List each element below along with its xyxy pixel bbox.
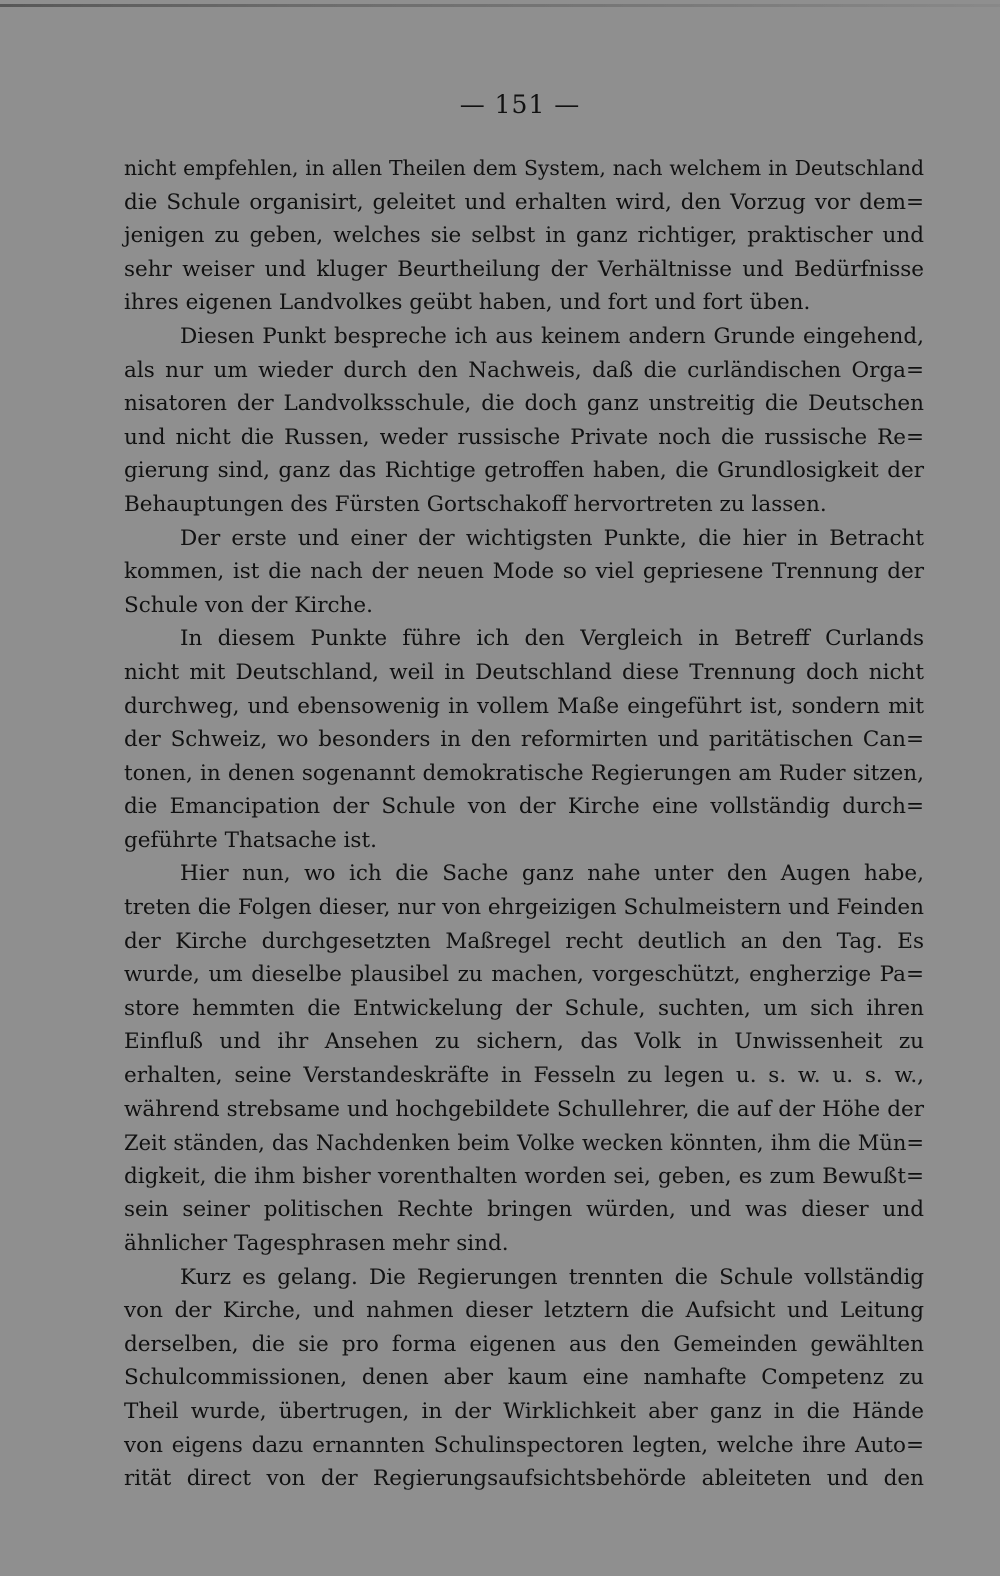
text-line: sein seiner politischen Rechte bringen würden, und was dieser und bbox=[124, 1197, 924, 1223]
text-line: kommen, ist die nach der neuen Mode so viel gepriesene Trennung der bbox=[124, 559, 924, 585]
text-line: die Schule organisirt, geleitet und erhalten wird, den Vorzug vor dem= bbox=[124, 189, 924, 215]
text-line: digkeit, die ihm bisher vorenthalten worden sei, geben, es zum Bewußt= bbox=[124, 1163, 924, 1189]
text-line: der Schweiz, wo besonders in den reformirten und paritätischen Can= bbox=[124, 727, 924, 753]
text-line: Zeit ständen, das Nachdenken beim Volke wecken könnten, ihm die Mün= bbox=[124, 1130, 924, 1156]
text-line: store hemmten die Entwickelung der Schule, suchten, um sich ihren bbox=[124, 995, 924, 1021]
text-line: tonen, in denen sogenannt demokratische Regierungen am Ruder sitzen, bbox=[124, 760, 924, 786]
text-line: von der Kirche, und nahmen dieser letztern die Aufsicht und Leitung bbox=[124, 1298, 924, 1324]
text-line: jenigen zu geben, welches sie selbst in ganz richtiger, praktischer und bbox=[124, 223, 924, 249]
text-line: Hier nun, wo ich die Sache ganz nahe unter den Augen habe, bbox=[180, 861, 924, 887]
text-line: die Emancipation der Schule von der Kirche eine vollständig durch= bbox=[124, 794, 924, 820]
text-line: Kurz es gelang. Die Regierungen trennten die Schule vollständig bbox=[180, 1264, 924, 1290]
text-line: gierung sind, ganz das Richtige getroffen haben, die Grundlosigkeit der bbox=[124, 458, 924, 484]
text-line: Behauptungen des Fürsten Gortschakoff hervortreten zu lassen. bbox=[124, 491, 827, 517]
text-line: sehr weiser und kluger Beurtheilung der Verhältnisse und Bedürfnisse bbox=[124, 256, 924, 282]
text-line: Der erste und einer der wichtigsten Punkte, die hier in Betracht bbox=[180, 525, 924, 551]
page-number: — 151 — bbox=[459, 90, 581, 119]
text-line: nisatoren der Landvolksschule, die doch ganz unstreitig die Deutschen bbox=[124, 391, 924, 417]
text-line: durchweg, und ebensowenig in vollem Maße eingeführt ist, sondern mit bbox=[124, 693, 924, 719]
text-line: rität direct von der Regierungsaufsichtsbehörde ableiteten und den bbox=[124, 1466, 924, 1492]
text-line: Einfluß und ihr Ansehen zu sichern, das Volk in Unwissenheit zu bbox=[124, 1029, 924, 1055]
text-line: derselben, die sie pro forma eigenen aus den Gemeinden gewählten bbox=[124, 1331, 924, 1357]
text-line: ähnlicher Tagesphrasen mehr sind. bbox=[124, 1231, 509, 1256]
text-line: nicht empfehlen, in allen Theilen dem System, nach welchem in Deutschland bbox=[124, 156, 924, 180]
text-line: ihres eigenen Landvolkes geübt haben, und fort und fort üben. bbox=[124, 290, 811, 316]
text-line: geführte Thatsache ist. bbox=[124, 827, 377, 853]
text-line: während strebsame und hochgebildete Schullehrer, die auf der Höhe der bbox=[124, 1096, 924, 1122]
text-line: treten die Folgen dieser, nur von ehrgeizigen Schulmeistern und Feinden bbox=[124, 895, 924, 921]
text-line: nicht mit Deutschland, weil in Deutschland diese Trennung doch nicht bbox=[124, 659, 924, 685]
text-line: Schulcommissionen, denen aber kaum eine namhafte Competenz zu bbox=[124, 1365, 924, 1391]
text-line: der Kirche durchgesetzten Maßregel recht deutlich an den Tag. Es bbox=[124, 928, 924, 954]
text-line: als nur um wieder durch den Nachweis, daß die curländischen Orga= bbox=[124, 357, 924, 383]
text-line: von eigens dazu ernannten Schulinspectoren legten, welche ihre Auto= bbox=[124, 1432, 924, 1458]
text-line: Schule von der Kirche. bbox=[124, 592, 373, 618]
text-line: Theil wurde, übertrugen, in der Wirklichkeit aber ganz in die Hände bbox=[124, 1398, 924, 1424]
text-line: In diesem Punkte führe ich den Vergleich in Betreff Curlands bbox=[180, 626, 924, 652]
body-text bbox=[124, 152, 924, 1496]
text-line: und nicht die Russen, weder russische Private noch die russische Re= bbox=[124, 424, 924, 450]
text-line: erhalten, seine Verstandeskräfte in Fesseln zu legen u. s. w. u. s. w., bbox=[124, 1063, 924, 1089]
text-line: wurde, um dieselbe plausibel zu machen, vorgeschützt, engherzige Pa= bbox=[124, 962, 924, 988]
text-line: Diesen Punkt bespreche ich aus keinem andern Grunde eingehend, bbox=[180, 323, 924, 349]
top-edge-rule bbox=[0, 4, 1000, 7]
